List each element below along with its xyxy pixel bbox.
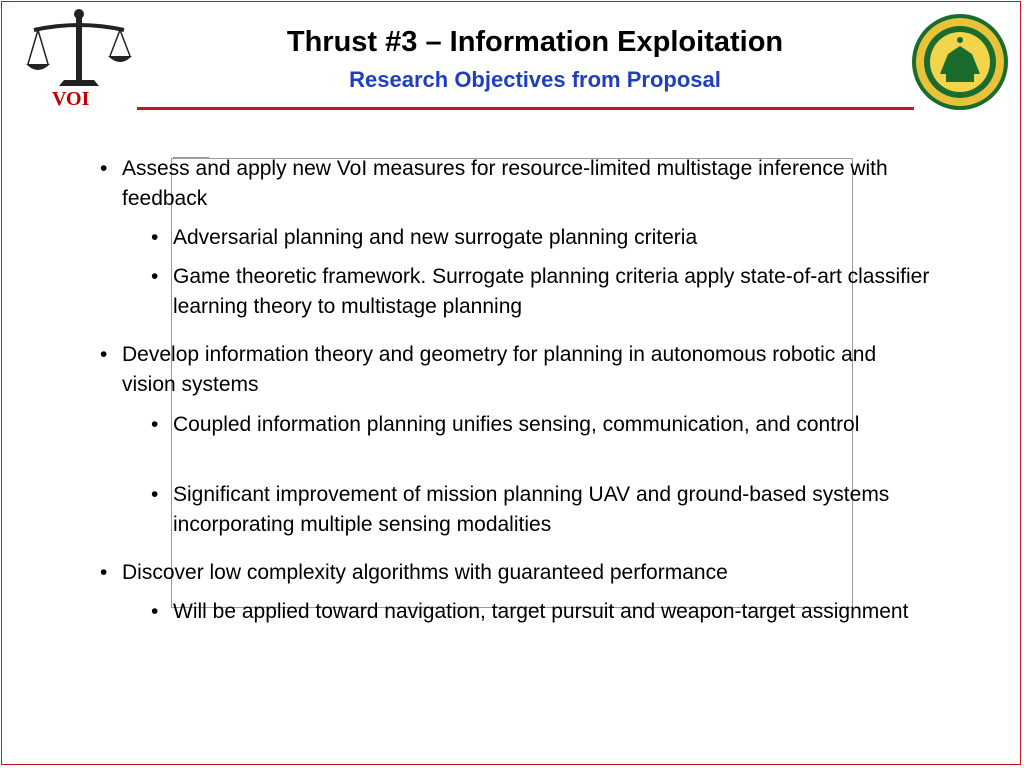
bullet-dot: •	[151, 265, 159, 288]
voi-logo-text: VOI	[52, 88, 90, 110]
bullet-dot: •	[151, 413, 159, 436]
bullet-dot: •	[151, 600, 159, 623]
bullet-item	[100, 340, 922, 400]
bullet-dot: •	[100, 561, 108, 584]
bullet-dot: •	[100, 343, 108, 366]
bullet-dot: •	[151, 483, 159, 506]
bullet-item	[100, 558, 922, 588]
sub-bullet-item	[151, 597, 973, 627]
bullet-item	[100, 154, 922, 214]
sub-bullet-text: Adversarial planning and new surrogate planning criteria	[173, 226, 698, 249]
sub-bullet-item	[151, 262, 973, 322]
bullet-dot: •	[100, 157, 108, 180]
sub-bullet-text: Game theoretic framework. Surrogate planning criteria apply state-of-art classifier learning theory to multistage planning	[173, 265, 930, 318]
slide-title: Thrust #3 – Information Exploitation	[286, 26, 784, 58]
slide-subtitle: Research Objectives from Proposal	[349, 67, 721, 92]
sub-bullet-item	[151, 223, 973, 253]
sub-bullet-item	[151, 410, 973, 440]
bullet-text: Assess and apply new VoI measures for resource-limited multistage inference with feedback	[122, 157, 888, 210]
bullet-text: Discover low complexity algorithms with guaranteed performance	[122, 561, 728, 584]
sub-bullet-text: Will be applied toward navigation, target pursuit and weapon-target assignment	[173, 600, 909, 623]
bullet-dot: •	[151, 226, 159, 249]
sub-bullet-item	[151, 480, 973, 540]
sub-bullet-text: Significant improvement of mission planning UAV and ground-based systems incorporating multiple sensing modalities	[173, 483, 890, 536]
sub-bullet-text: Coupled information planning unifies sensing, communication, and control	[173, 413, 860, 436]
bullet-text: Develop information theory and geometry for planning in autonomous robotic and vision systems	[122, 343, 877, 396]
